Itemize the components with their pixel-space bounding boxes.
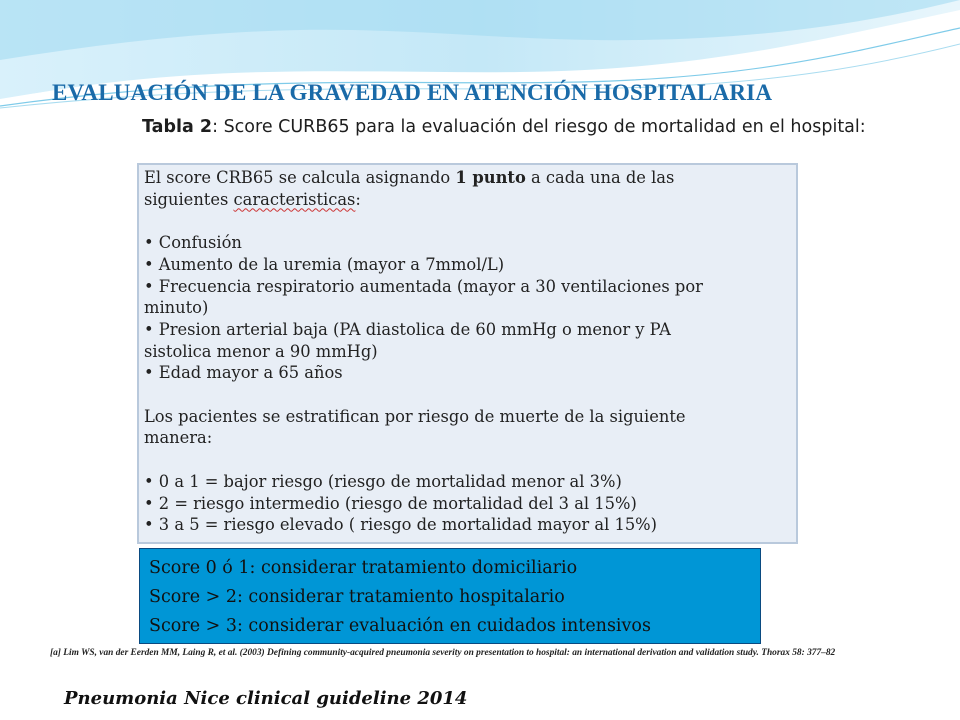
table-caption-text: : Score CURB65 para la evaluación del riesgo de mortalidad en el hospital:: [212, 117, 866, 137]
criteria-item: sistolica menor a 90 mmHg): [144, 341, 378, 361]
risk-level-item: • 2 = riesgo intermedio (riesgo de mortalidad del 3 al 15%): [144, 493, 637, 513]
intro-text-1: El score CRB65 se calcula asignando: [144, 168, 456, 187]
criteria-item: • Frecuencia respiratorio aumentada (mayor a 30 ventilaciones por: [144, 276, 703, 296]
footer-source: Pneumonia Nice clinical guideline 2014: [64, 688, 468, 709]
intro-text-4: :: [355, 189, 361, 209]
score-line: Score 0 ó 1: considerar tratamiento domiciliario: [149, 558, 578, 578]
score-line: Score > 3: considerar evaluación en cuidados intensivos: [149, 616, 651, 636]
criteria-item: • Aumento de la uremia (mayor a 7mmol/L): [144, 254, 505, 274]
criteria-item: • Edad mayor a 65 años: [144, 363, 343, 383]
intro-bold: 1 punto: [455, 168, 526, 187]
risk-level-item: • 3 a 5 = riesgo elevado ( riesgo de mortalidad mayor al 15%): [144, 515, 657, 535]
intro-underlined: caracteristicas: [233, 189, 356, 209]
page-title: EVALUACIÓN DE LA GRAVEDAD EN ATENCIÓN HOSPITALARIA: [52, 80, 773, 105]
intro-text-2: a cada una de las: [525, 168, 675, 187]
score-line: Score > 2: considerar tratamiento hospitalario: [149, 587, 565, 607]
score-recommendation-box: [139, 548, 761, 644]
stratification-line-1: Los pacientes se estratifican por riesgo de muerte de la siguiente: [144, 406, 686, 426]
reference-citation: [a] Lim WS, van der Eerden MM, Laing R, et al. (2003) Defining community-acquired pneumonia severity on presentation to hospital: an international derivation and validation study. Thorax 58: 377–82: [50, 648, 836, 658]
criteria-item: • Confusión: [144, 233, 242, 253]
criteria-item: • Presion arterial baja (PA diastolica de 60 mmHg o menor y PA: [144, 319, 671, 339]
intro-line-2: [144, 189, 792, 211]
criteria-item: minuto): [144, 298, 209, 318]
intro-line-1: [144, 167, 792, 189]
table-label: Tabla 2: [142, 117, 213, 137]
table-caption: [142, 117, 932, 137]
risk-level-item: • 0 a 1 = bajor riesgo (riesgo de mortalidad menor al 3%): [144, 471, 622, 491]
stratification-line-2: manera:: [144, 428, 213, 448]
curb65-criteria-box: [137, 163, 798, 544]
intro-text-3: siguientes: [144, 189, 234, 209]
